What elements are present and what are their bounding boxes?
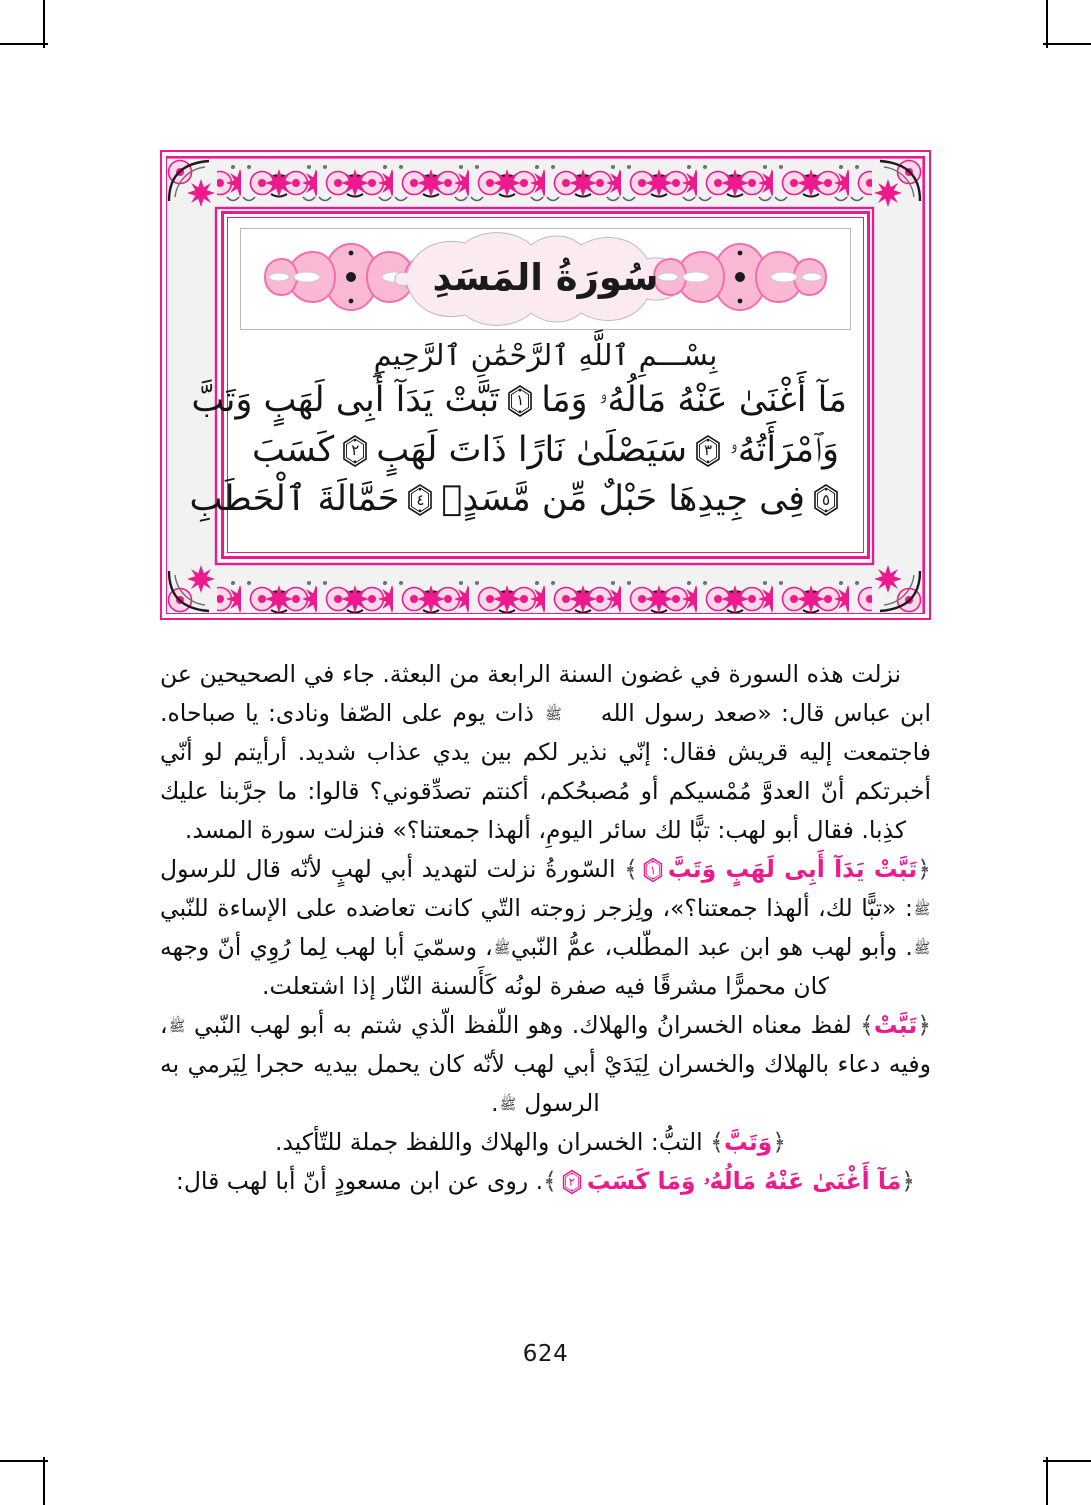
salawat-icon: ﷺ xyxy=(499,1095,516,1113)
quran-decorative-frame xyxy=(160,150,931,620)
ayah-marker-4-number: ٤ xyxy=(416,490,425,509)
salawat-icon: ﷺ xyxy=(545,705,563,723)
quote-brace: ﴾ xyxy=(543,1167,557,1195)
commentary-run: السّورةُ نزلت لتهديد أبي لهبٍ لأنّه قال للرسول xyxy=(160,855,625,883)
inline-ayah-number: ١ xyxy=(649,862,657,877)
right-ornament-icon xyxy=(652,240,828,318)
ayah-marker-4 xyxy=(403,483,437,517)
quran-quote: تَبَّتْ يَدَآ أَبِى لَهَبٍ وَتَبَّ xyxy=(667,855,918,883)
ayah-marker-2-number: ٢ xyxy=(351,440,360,459)
quran-quote: تَبَّتْ xyxy=(873,1011,918,1039)
ayah-4-part-b: حَمَّالَةَ ٱلْحَطَبِ xyxy=(189,479,400,520)
ayah-marker-5 xyxy=(809,483,843,517)
basmala-text: بِسْـــمِ ٱللَّهِ ٱلرَّحْمَٰنِ ٱلرَّحِيمِ xyxy=(373,338,718,372)
ornamental-border-band xyxy=(166,156,925,614)
crop-mark-top-left-vertical xyxy=(43,0,45,48)
inline-ayah-number: ٢ xyxy=(568,1174,576,1189)
commentary-run: . xyxy=(491,1089,499,1117)
ayah-4-part-a: وَٱمْرَأَتُهُۥ xyxy=(729,429,840,470)
quote-brace: ﴾ xyxy=(624,855,638,883)
ayah-3-text: سَيَصْلَىٰ نَارًا ذَاتَ لَهَبٍ xyxy=(376,429,688,470)
crop-mark-bottom-left-horizontal xyxy=(0,1460,48,1462)
ayah-marker-1 xyxy=(503,384,537,418)
quote-brace: ﴿ xyxy=(917,1011,931,1039)
crop-mark-bottom-right-horizontal xyxy=(1043,1460,1091,1462)
surah-title-text: سُورَةُ المَسَدِ xyxy=(432,255,659,299)
commentary-run: . وأبو لهب هو ابن عبد المطّلب، عمُّ النّبي xyxy=(510,933,913,961)
salawat-icon: ﷺ xyxy=(913,939,931,957)
crop-mark-bottom-left-vertical xyxy=(43,1457,45,1505)
ayah-marker-1-number: ١ xyxy=(516,391,525,410)
commentary-run: ، وفيه دعاء بالهلاك والخسران لِيَدَيْ أبي لهب لأنّه كان يحمل بيديه حجرا لِيَرمي به الرسول xyxy=(160,1011,931,1117)
salawat-icon: ﷺ xyxy=(493,939,510,957)
quote-brace: ﴾ xyxy=(710,1128,724,1156)
ayah-1-text: تَبَّتْ يَدَآ أَبِى لَهَبٍ وَتَبَّ xyxy=(191,379,500,420)
ayah-line-2 xyxy=(244,426,847,476)
page-number: 624 xyxy=(522,1341,569,1367)
quran-quote: مَآ أَغْنَىٰ عَنْهُ مَالُهُۥ وَمَا كَسَبَ xyxy=(586,1167,902,1195)
ayah-line-1 xyxy=(191,376,847,426)
ayah-marker-2 xyxy=(338,434,372,468)
commentary-run: . روى عن ابن مسعودٍ أنّ أبا لهب قال: xyxy=(175,1167,544,1195)
quran-quote: وَتَبَّ xyxy=(723,1128,773,1156)
ayah-line-3 xyxy=(189,475,847,525)
quran-inner-panel xyxy=(189,211,870,559)
crop-mark-top-left-horizontal xyxy=(0,43,48,45)
surah-title-strip xyxy=(240,228,851,330)
page-content xyxy=(160,0,931,1505)
quran-text-body xyxy=(189,338,847,544)
commentary-text xyxy=(160,655,931,1201)
salawat-icon: ﷺ xyxy=(168,1017,185,1035)
ayah-marker-5-number: ٥ xyxy=(821,490,831,509)
commentary-run: ، وسمّيَ أبا لهب لِما رُوِي أنّ وجهه كان محمرًّا مشرقًا فيه صفرة لونُه كَأَلسنة النّار إذا اشتعلت. xyxy=(160,933,830,1000)
crop-mark-top-right-horizontal xyxy=(1043,43,1091,45)
salawat-icon: ﷺ xyxy=(913,900,931,918)
commentary-run: ذات يوم على الصّفا ونادى: يا صباحاه. فاجتمعت إليه قريش فقال: إنّي نذير لكم بين يدي عذاب شديد. أرأيتم لو أنّي أخبرتكم أنّ العدوَّ مُمْسيكم أو مُصبحُكم، أكنتم تصدِّقوني؟ قالوا: ما جرَّبنا عليك كذِبا. فقال أبو لهب: تبًّا لك سائر اليومِ، ألهذا جمعتنا؟» فنزلت سورة المسد. xyxy=(160,699,931,844)
commentary-paragraph xyxy=(160,655,931,850)
commentary-paragraph xyxy=(160,1006,931,1123)
commentary-run: : «تبًّا لك، ألهذا جمعتنا؟»، ولِزجر زوجته التّي كانت تعاضده على الإساءة للنّبي xyxy=(160,894,913,922)
ayah-marker-3 xyxy=(691,434,725,468)
quote-brace: ﴿ xyxy=(772,1128,787,1156)
inline-ayah-marker xyxy=(640,857,666,883)
commentary-run: التبُّ: الخسران والهلاك واللفظ جملة للتّأكيد. xyxy=(274,1128,711,1156)
quote-brace: ﴿ xyxy=(917,855,931,883)
ayah-5-text: فِى جِيدِهَا حَبْلٌ مِّن مَّسَدٍۭ xyxy=(441,479,805,520)
commentary-paragraph xyxy=(160,1162,931,1201)
crop-mark-bottom-right-vertical xyxy=(1046,1457,1048,1505)
quote-brace: ﴾ xyxy=(860,1011,874,1039)
crop-mark-top-right-vertical xyxy=(1046,0,1048,48)
quote-brace: ﴿ xyxy=(901,1167,916,1195)
quran-inner-keyline xyxy=(189,217,864,553)
commentary-paragraph xyxy=(160,1123,931,1162)
inline-ayah-marker xyxy=(559,1169,585,1195)
commentary-paragraph xyxy=(160,850,931,1006)
ayah-2-part-b: كَسَبَ xyxy=(251,429,335,470)
commentary-run: نزلت هذه السورة في غضون السنة الرابعة من البعثة. جاء في الصحيحين عن ابن عباس قال: «صعد رسول الله xyxy=(160,660,931,727)
ayah-marker-3-number: ٣ xyxy=(704,440,713,459)
ayah-2-part-a: مَآ أَغْنَىٰ عَنْهُ مَالُهُۥ وَمَا xyxy=(541,379,847,420)
commentary-run: لفظ معناه الخسرانُ والهلاك. وهو اللّفظ الّذي شتم به أبو لهب النّبي xyxy=(185,1011,861,1039)
